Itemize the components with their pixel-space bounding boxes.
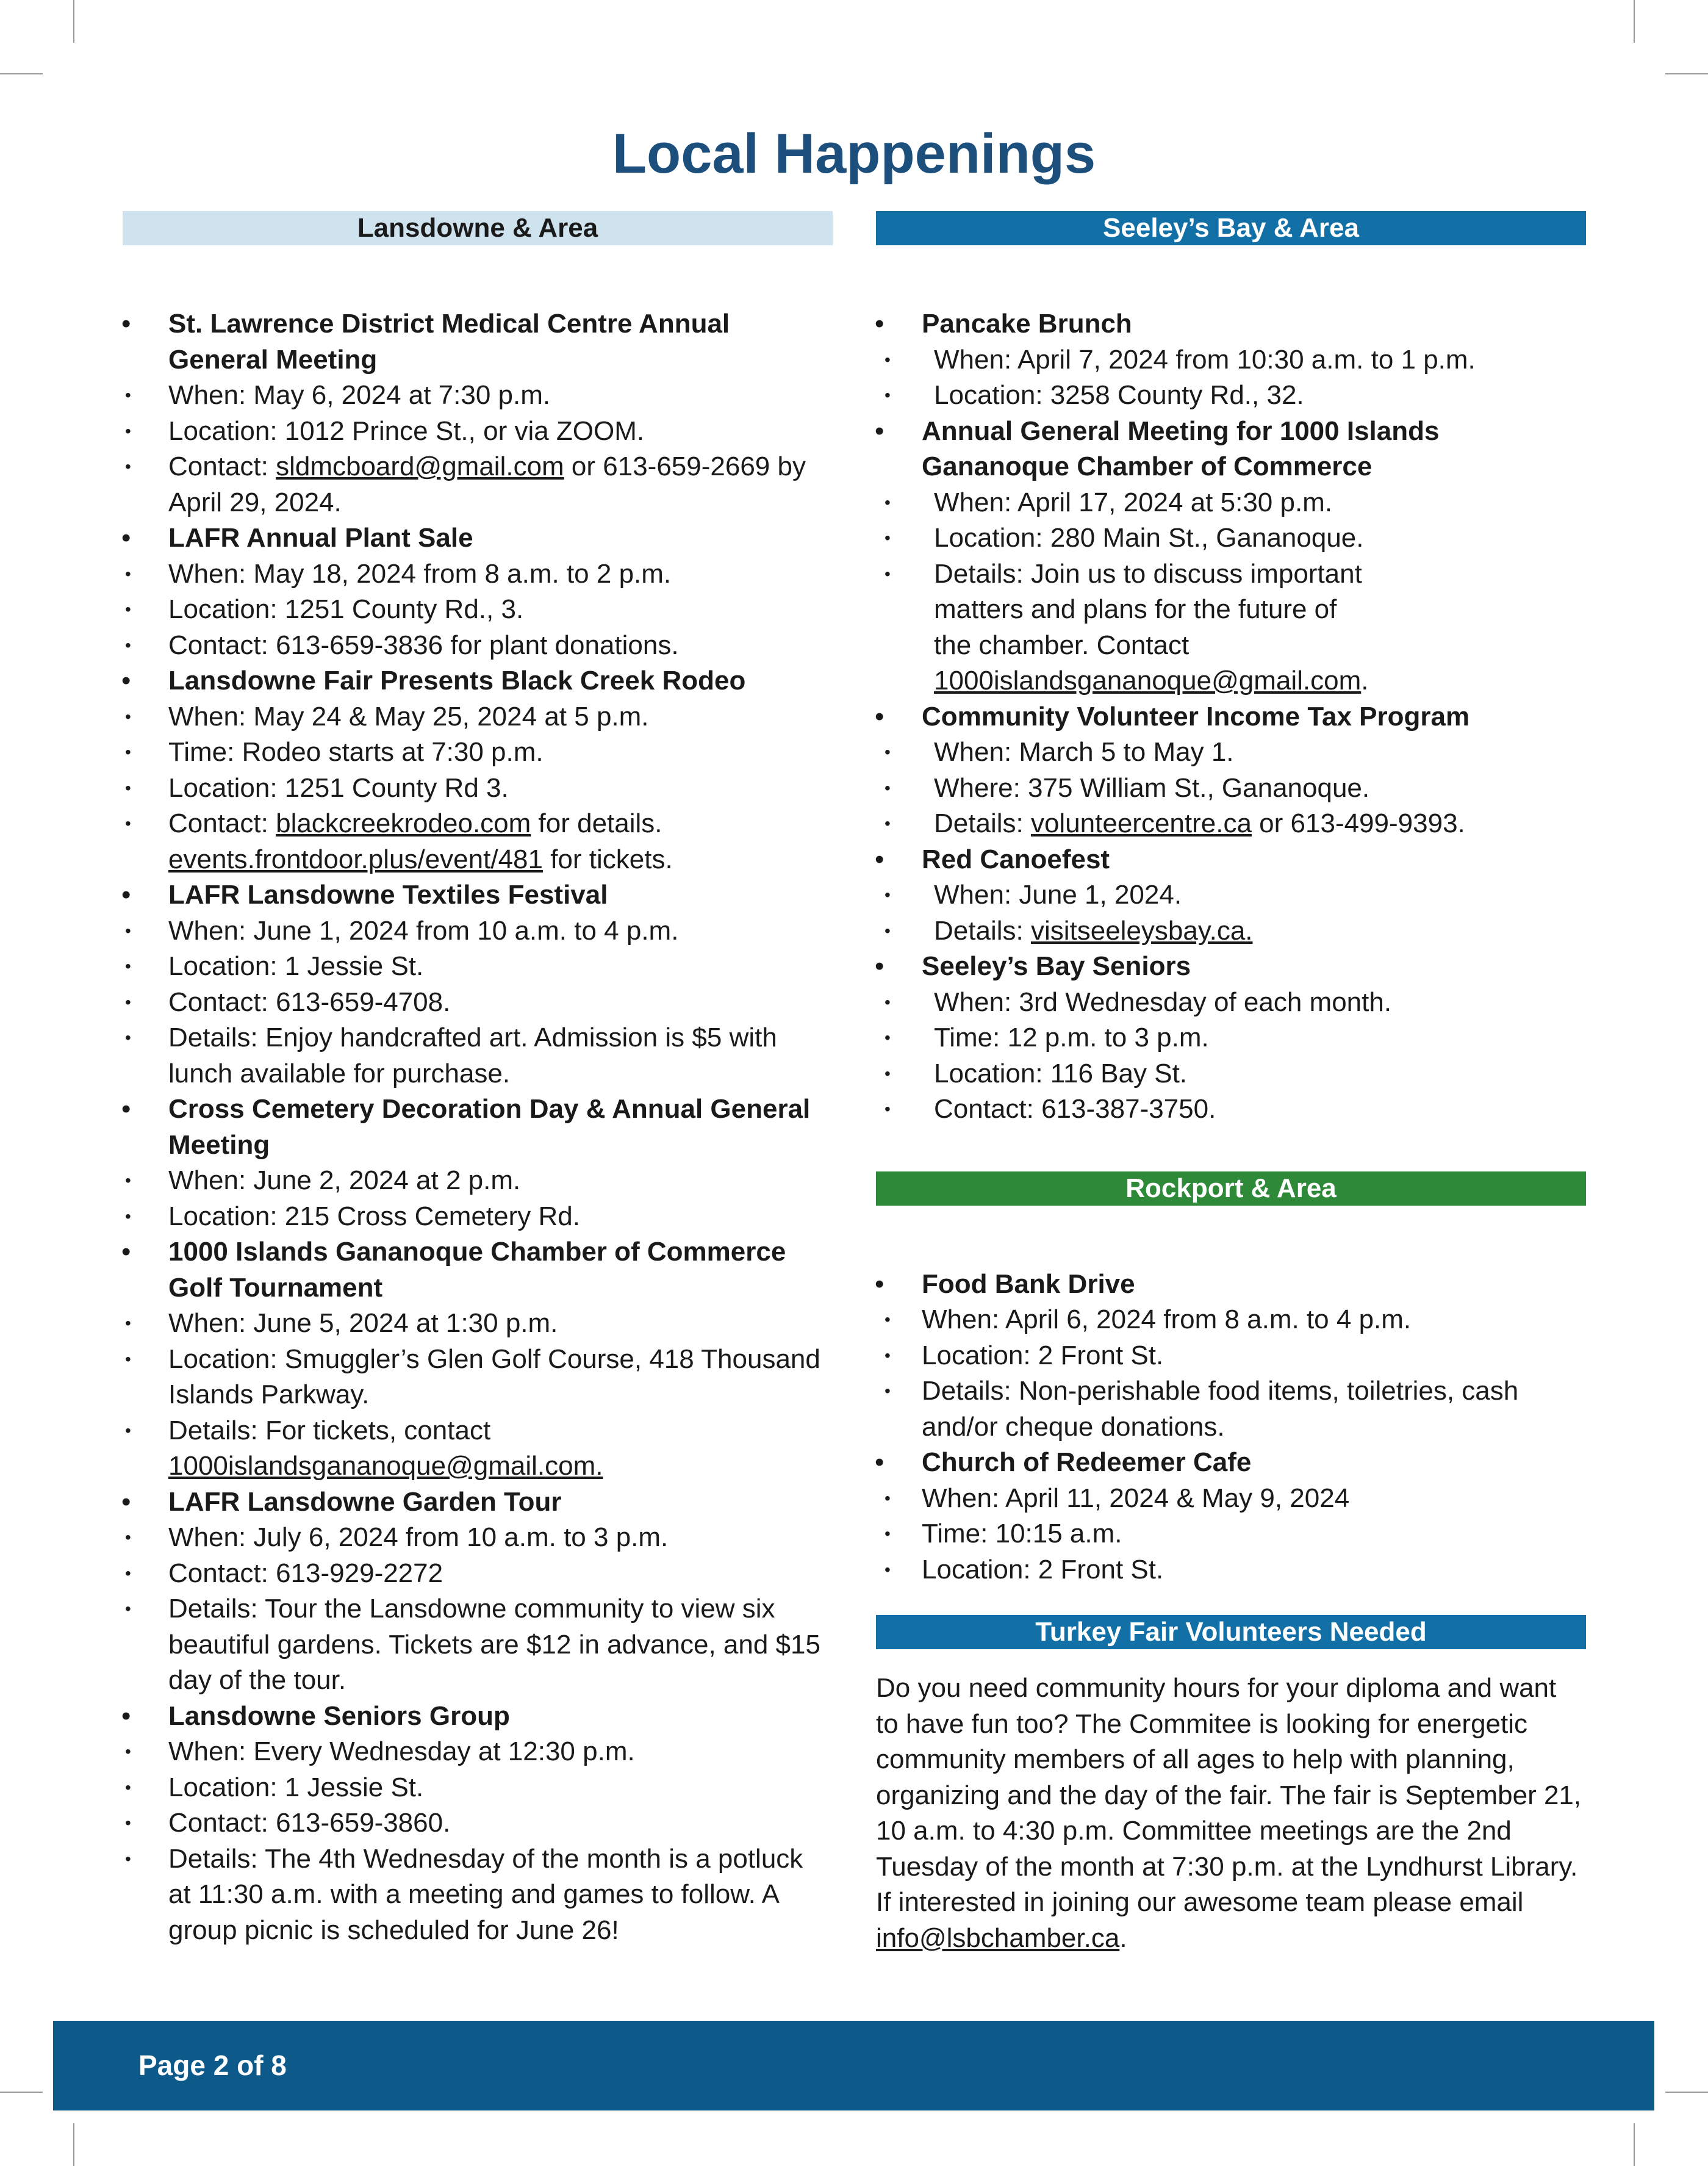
event-detail: • Location: 1 Jessie St. [123,949,833,985]
event-title: • Community Volunteer Income Tax Program [922,701,1470,732]
event-title: • Church of Redeemer Cafe [922,1447,1252,1477]
event-title: • LAFR Annual Plant Sale [168,523,473,553]
event-detail: • When: 3rd Wednesday of each month. [876,985,1586,1021]
website-link[interactable]: volunteercentre.ca [1030,808,1252,838]
event-title: • St. Lawrence District Medical Centre Annual General Meeting [168,309,730,375]
detail-text: or 613-499-9393. [1251,808,1465,838]
event-detail: • When: May 18, 2024 from 8 a.m. to 2 p.m. [123,556,833,592]
page-title: Local Happenings [612,123,1096,185]
event-title: • LAFR Lansdowne Textiles Festival [168,880,608,910]
crop-mark [1665,73,1708,74]
event-item [123,663,833,877]
event-detail: • Location: 116 Bay St. [876,1056,1586,1092]
seeleys-events [876,306,1586,1128]
event-item [876,699,1586,842]
event-detail: • When: July 6, 2024 from 10 a.m. to 3 p.m. [123,1520,833,1556]
event-detail: • Details: Tour the Lansdowne community to view six beautiful gardens. Tickets are $12 in advance, and $15 day of the tour. [123,1591,833,1699]
event-item [876,306,1586,414]
event-detail: • Location: 1 Jessie St. [123,1770,833,1806]
page-number: Page 2 of 8 [138,2049,287,2081]
email-link[interactable]: sldmcboard@gmail.com [276,452,564,481]
event-detail: • When: June 2, 2024 at 2 p.m. [123,1163,833,1199]
crop-mark [1634,0,1635,43]
event-detail [123,806,833,877]
event-detail: • When: June 1, 2024. [876,877,1586,913]
email-link[interactable]: 1000islandsgananoque@gmail.com [934,666,1362,696]
event-title: • Cross Cemetery Decoration Day & Annual General Meeting [168,1094,811,1160]
event-detail [123,449,833,520]
event-detail: • Location: 280 Main St., Gananoque. [876,520,1586,556]
event-detail: • When: June 1, 2024 from 10 a.m. to 4 p.m. [123,913,833,949]
event-detail: • Time: 12 p.m. to 3 p.m. [876,1020,1586,1056]
website-link[interactable]: blackcreekrodeo.com [276,808,531,838]
event-item [123,520,833,663]
event-detail: • Details: The 4th Wednesday of the month is a potluck at 11:30 a.m. with a meeting and games to follow. A group picnic is scheduled for June 26! [123,1841,833,1949]
event-detail: • Contact: 613-659-4708. [123,985,833,1021]
website-link[interactable]: visitseeleysbay.ca. [1030,915,1253,946]
email-link[interactable]: 1000islandsgananoque@gmail.com. [168,1451,603,1481]
tickets-link[interactable]: events.frontdoor.plus/event/481 [168,844,543,874]
event-detail: • Contact: 613-659-3860. [123,1805,833,1841]
event-title: • Lansdowne Fair Presents Black Creek Rodeo [168,666,746,696]
event-detail: • When: March 5 to May 1. [876,735,1586,771]
crop-mark [0,73,43,74]
event-item [123,306,833,520]
event-title: • Red Canoefest [922,844,1110,874]
event-detail: • When: April 6, 2024 from 8 a.m. to 4 p.m. [876,1302,1586,1338]
rockport-events [876,1267,1586,1588]
detail-text: Details: Join us to discuss important matters and plans for the future of the chamber. Contact [934,558,1362,660]
detail-text: Contact: [168,808,276,838]
crop-mark [1665,2092,1708,2093]
crop-mark [73,2123,74,2166]
event-detail: • Contact: 613-387-3750. [876,1092,1586,1128]
lansdowne-heading: Lansdowne & Area [123,211,833,245]
event-item [876,949,1586,1128]
event-detail: • Location: 2 Front St. [876,1338,1586,1374]
detail-text: Contact: [168,452,276,481]
detail-text: for details. [531,808,662,838]
right-column [876,211,1586,1956]
event-title: • Seeley’s Bay Seniors [922,951,1191,981]
detail-text: for tickets. [542,844,673,874]
crop-mark [0,2092,43,2093]
event-detail: • Location: Smuggler’s Glen Golf Course, 418 Thousand Islands Parkway. [123,1342,833,1413]
event-detail: • When: April 11, 2024 & May 9, 2024 [876,1481,1586,1517]
event-detail: • When: May 6, 2024 at 7:30 p.m. [123,378,833,414]
event-item [123,1699,833,1949]
detail-text: Details: [934,915,1031,946]
event-detail: • Details: Enjoy handcrafted art. Admission is $5 with lunch available for purchase. [123,1020,833,1092]
event-item [123,877,833,1092]
event-detail: • Time: Rodeo starts at 7:30 p.m. [123,735,833,771]
event-detail: • Contact: 613-659-3836 for plant donations. [123,628,833,664]
event-detail: • When: Every Wednesday at 12:30 p.m. [123,1734,833,1770]
event-detail [876,806,1586,842]
event-item [123,1092,833,1234]
event-item [876,1267,1586,1445]
event-item [123,1484,833,1699]
detail-text: or 613-659-2669 by April 29, 2024. [168,452,806,517]
footer-bar [53,2021,1654,2110]
paragraph-text: . [1119,1923,1127,1953]
event-detail: • Location: 215 Cross Cemetery Rd. [123,1199,833,1235]
paragraph-text: Do you need community hours for your diploma and want to have fun too? The Commitee is looking for energetic community members of all ages to help with planning, organizing and the day of the fair. The fair is September 21, 10 a.m. to 4:30 p.m. Committee meetings are the 2nd Tuesday of the month at 7:30 p.m. at the Lyndhurst Library. If interested in joining our awesome team please email [876,1673,1582,1917]
crop-mark [73,0,74,43]
event-title: • LAFR Lansdowne Garden Tour [168,1486,562,1517]
rockport-heading: Rockport & Area [876,1171,1586,1206]
event-item [876,842,1586,949]
seeleys-heading: Seeley’s Bay & Area [876,211,1586,245]
event-title: • Annual General Meeting for 1000 Islands Gananoque Chamber of Commerce [922,416,1440,481]
event-title: • Pancake Brunch [922,309,1132,339]
event-detail: • When: April 7, 2024 from 10:30 a.m. to 1 p.m. [876,342,1586,378]
event-detail: • When: June 5, 2024 at 1:30 p.m. [123,1306,833,1342]
event-detail [123,1413,833,1484]
lansdowne-column [123,211,833,1948]
email-link[interactable]: info@lsbchamber.ca [876,1923,1120,1953]
detail-text: Details: [934,808,1031,838]
event-detail: • Where: 375 William St., Gananoque. [876,771,1586,807]
event-detail [876,556,1586,699]
turkey-fair-text [876,1671,1586,1956]
event-title: • Food Bank Drive [922,1268,1135,1299]
lansdowne-events [123,306,833,1948]
event-item [876,1445,1586,1588]
event-item [123,1234,833,1484]
event-detail: • When: May 24 & May 25, 2024 at 5 p.m. [123,699,833,735]
event-detail: • Location: 1012 Prince St., or via ZOOM. [123,414,833,450]
event-detail: • Location: 1251 County Rd 3. [123,771,833,807]
event-detail: • Time: 10:15 a.m. [876,1516,1586,1552]
event-detail: • When: April 17, 2024 at 5:30 p.m. [876,485,1586,521]
event-title: • 1000 Islands Gananoque Chamber of Commerce Golf Tournament [168,1237,786,1303]
event-detail: • Location: 3258 County Rd., 32. [876,378,1586,414]
detail-text: . [1361,666,1369,696]
event-detail: • Location: 2 Front St. [876,1552,1586,1588]
event-detail: • Details: Non-perishable food items, toiletries, cash and/or cheque donations. [876,1373,1586,1445]
detail-text: Details: For tickets, contact [168,1415,491,1445]
event-title: • Lansdowne Seniors Group [168,1700,510,1731]
event-detail: • Location: 1251 County Rd., 3. [123,592,833,628]
event-detail: • Contact: 613-929-2272 [123,1556,833,1592]
turkey-fair-heading: Turkey Fair Volunteers Needed [876,1615,1586,1649]
event-detail [876,913,1586,949]
crop-mark [1634,2123,1635,2166]
event-item [876,414,1586,699]
